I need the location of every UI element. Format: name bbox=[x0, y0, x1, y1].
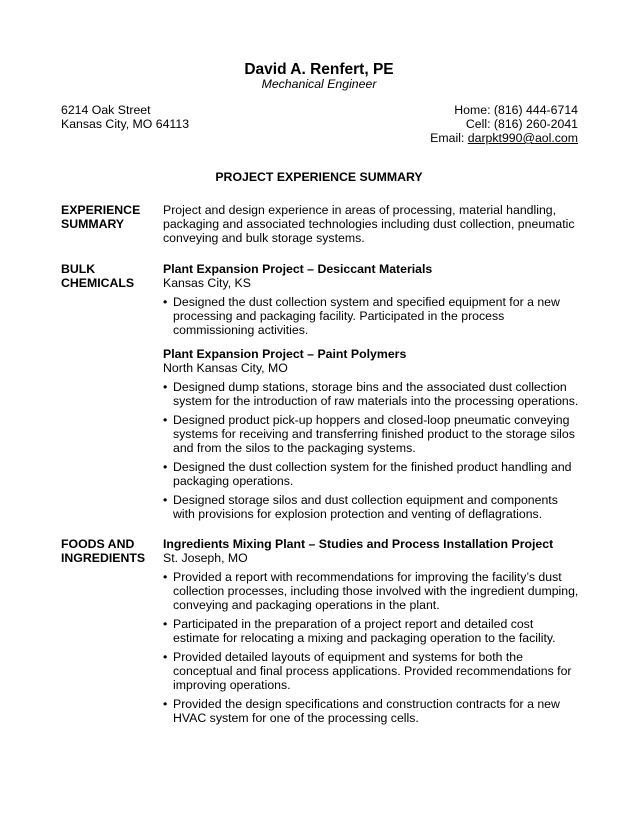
project-bullets bbox=[163, 295, 583, 337]
address-street: 6214 Oak Street bbox=[61, 103, 151, 117]
section-label-line: SUMMARY bbox=[61, 217, 125, 231]
email-link[interactable]: darpkt990@aol.com bbox=[467, 131, 578, 145]
section-label-line: BULK bbox=[61, 262, 96, 276]
project-summary-heading: PROJECT EXPERIENCE SUMMARY bbox=[215, 170, 423, 184]
bullet-item: • Provided the design specifications and construction contracts for a new HVAC system for one of the processing cells. bbox=[163, 697, 583, 725]
address-city: Kansas City, MO 64113 bbox=[61, 117, 190, 131]
phone-email-block bbox=[430, 103, 578, 145]
candidate-title: Mechanical Engineer bbox=[261, 77, 377, 91]
bullet-item: • Designed dump stations, storage bins and the associated dust collection system for the introduction of raw materials into the processing operations. bbox=[163, 380, 583, 408]
project-title: Plant Expansion Project – Paint Polymers bbox=[163, 347, 407, 361]
cell-phone: Cell: (816) 260-2041 bbox=[465, 117, 578, 131]
project-title: Plant Expansion Project – Desiccant Materials bbox=[163, 262, 433, 276]
project-block bbox=[163, 347, 583, 526]
bullet-item: • Designed product pick-up hoppers and closed-loop pneumatic conveying systems for receiving and transferring finished product to the storage silos and from the silos to the packaging systems. bbox=[163, 413, 583, 455]
bullet-item: • Designed storage silos and dust collection equipment and components with provisions for explosion protection and venting of deflagrations. bbox=[163, 493, 583, 521]
home-phone: Home: (816) 444-6714 bbox=[454, 103, 578, 117]
section-label-foods-ingredients bbox=[61, 537, 145, 565]
project-location: North Kansas City, MO bbox=[163, 361, 288, 375]
project-location: St. Joseph, MO bbox=[163, 551, 248, 565]
bullet-item: • Participated in the preparation of a project report and detailed cost estimate for relocating a mixing and packaging operation to the facility. bbox=[163, 617, 583, 645]
project-bullets bbox=[163, 570, 583, 725]
summary-paragraph: Project and design experience in areas of processing, material handling, packaging and associated technologies including dust collection, pneumatic conveying and bulk storage systems. bbox=[163, 203, 575, 245]
candidate-name: David A. Renfert, PE bbox=[244, 61, 394, 78]
address-block bbox=[61, 103, 189, 131]
section-label-line: FOODS AND bbox=[61, 537, 135, 551]
project-bullets bbox=[163, 380, 583, 521]
section-label-experience bbox=[61, 203, 140, 231]
email-label: Email: bbox=[430, 131, 468, 145]
bullet-item: • Provided detailed layouts of equipment and systems for both the conceptual and final process applications. Provided recommendations for improving operations. bbox=[163, 650, 583, 692]
section-label-bulk-chemicals bbox=[61, 262, 134, 290]
project-block bbox=[163, 537, 583, 730]
section-label-line: INGREDIENTS bbox=[61, 551, 146, 565]
project-title: Ingredients Mixing Plant – Studies and Process Installation Project bbox=[163, 537, 554, 551]
email-line bbox=[430, 131, 578, 145]
section-label-line: CHEMICALS bbox=[61, 276, 135, 290]
bullet-item: • Designed the dust collection system and specified equipment for a new processing and packaging facility. Participated in the process commissioning activities. bbox=[163, 295, 583, 337]
section-label-line: EXPERIENCE bbox=[61, 203, 141, 217]
project-block bbox=[163, 262, 583, 342]
project-location: Kansas City, KS bbox=[163, 276, 251, 290]
bullet-item: • Provided a report with recommendations for improving the facility’s dust collection processes, including those involved with the ingredient dumping, conveying and packaging operations in the plant. bbox=[163, 570, 583, 612]
bullet-item: • Designed the dust collection system for the finished product handling and packaging operations. bbox=[163, 460, 583, 488]
experience-summary-text bbox=[163, 203, 583, 245]
